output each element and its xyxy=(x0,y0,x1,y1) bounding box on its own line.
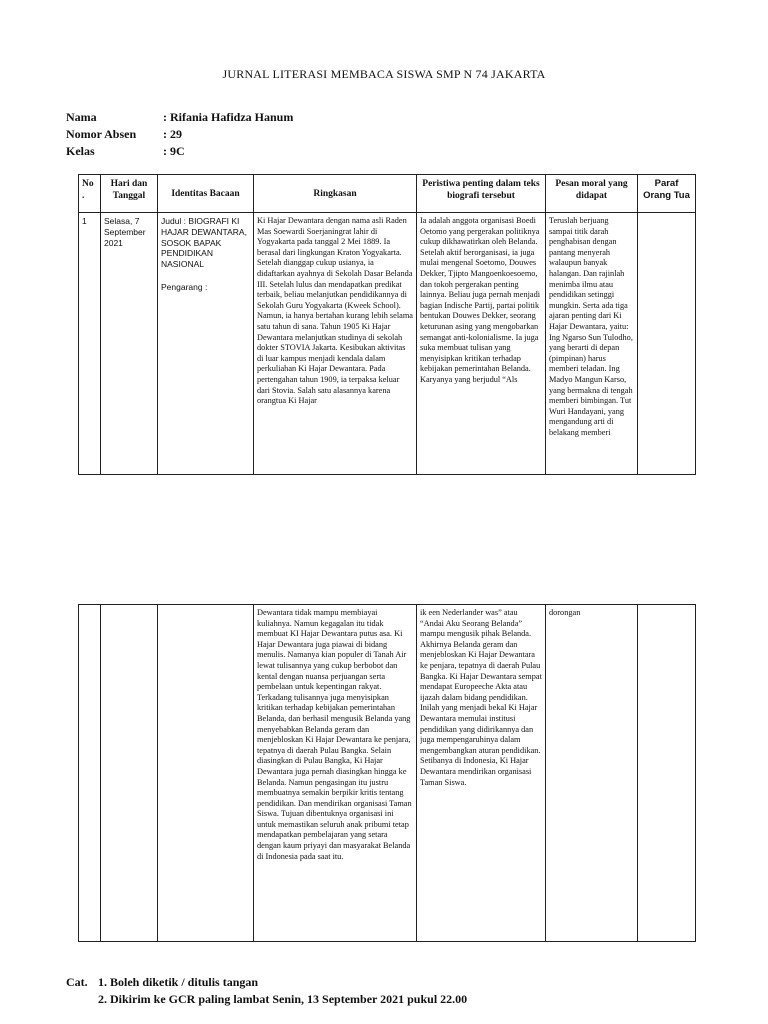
summary-text-cont: Dewantara tidak mampu membiayai kuliahnya. Namun kegagalan itu tidak membuat KI Hajar Dewantara putus asa. Ki Hajar Dewantara juga piawai di bidang menulis. Namanya kian populer di Tanah Air lewat tulisannya yang cukup berbobot dan kental dengan nuansa perjuangan serta pembelaan untuk kepentingan rakyat. Terkadang tulisannya juga menyisipkan kritikan terhadap kebijakan pemerintahan Belanda, dan berhasil mengusik Belanda yang menyebabkan Belanda geram dan menjebloskan Ki Hajar Dewantara ke penjara, tepatnya di daerah Pulau Bangka. Selain diasingkan di Pulau Bangka, Ki Hajar Dewantara juga pernah diasingkan hingga ke Belanda. Namun pengasingan itu justru membuatnya semakin berpikir kritis tentang pendidikan. Dan mendirikan organisasi Taman Siswa. Tujuan dibentuknya organisasi ini untuk memastikan seluruh anak pribumi tetap mendapatkan pembelajaran yang setara dengan kaum priyayi dan masyarakat Belanda di Indonesia pada saat itu. xyxy=(257,608,412,861)
cont-date xyxy=(101,605,158,942)
moral-text-cont: dorongan xyxy=(549,608,581,617)
book-author: Pengarang : xyxy=(161,281,208,292)
events-text: Ia adalah anggota organisasi Boedi Oetomo yang pergerakan politiknya cukup dikhawatirkan oleh Belanda. Setelah aktif berorganisasi, ia juga mulai mengenal Soetomo, Douwes Dekker, Tjipto Mangoenkoesoemo, dan tokoh pergerakan penting lainnya. Beliau juga pernah menjadi bagian Indische Partij, partai politik bentukan Douwes Dekker, seorang keturunan asing yang mengobarkan semangat anti-kolonialisme. Ia juga suka membuat tulisan yang menyisipkan kritikan terhadap kebijakan pemerintahan Belanda. Karyanya yang berjudul “Als xyxy=(420,216,541,384)
row-paraf xyxy=(638,213,696,475)
moral-text: Teruslah berjuang sampai titik darah penghabisan dengan pantang menyerah walaupun banyak halangan. Dan rajinlah menimba ilmu atau pendidikan setinggi mungkin. Serta ada tiga ajaran penting dari Ki Hajar Dewantara, yaitu: Ing Ngarso Sun Tulodho, yang berarti di depan (pimpinan) harus memberi teladan. Ing Madyo Mangun Karso, yang bermakna di tengah memberi bimbingan. Tut Wuri Handayani, yang mengandung arti di belakang memberi xyxy=(549,216,633,437)
table-header-row xyxy=(79,175,696,213)
nama-value: : Rifania Hafidza Hanum xyxy=(163,110,294,124)
header-paraf: Paraf Orang Tua xyxy=(638,175,696,213)
book-title: Judul : BIOGRAFI KI HAJAR DEWANTARA, SOSOK BAPAK PENDIDIKAN NASIONAL xyxy=(161,216,247,270)
notes-label: Cat. xyxy=(66,975,88,989)
cont-events xyxy=(417,605,546,942)
cont-number xyxy=(79,605,101,942)
row-identity xyxy=(158,213,254,475)
header-pesan-moral: Pesan moral yang didapat xyxy=(546,175,638,213)
row-date: Selasa, 7 September 2021 xyxy=(101,213,158,475)
kelas-value: : 9C xyxy=(163,144,185,158)
row-summary xyxy=(254,213,417,475)
header-hari-tanggal: Hari dan Tanggal xyxy=(101,175,158,213)
table-row xyxy=(79,605,696,942)
journal-table-page2 xyxy=(78,604,696,942)
note-item-2: 2. Dikirim ke GCR paling lambat Senin, 13 September 2021 pukul 22.00 xyxy=(98,992,468,1006)
cont-paraf xyxy=(638,605,696,942)
header-identitas: Identitas Bacaan xyxy=(158,175,254,213)
row-events xyxy=(417,213,546,475)
row-number: 1 xyxy=(79,213,101,475)
absen-label: Nomor Absen xyxy=(66,127,137,141)
student-info xyxy=(66,110,366,165)
header-ringkasan: Ringkasan xyxy=(254,175,417,213)
cont-identity xyxy=(158,605,254,942)
journal-table-page1 xyxy=(78,174,696,475)
row-moral xyxy=(546,213,638,475)
absen-value: : 29 xyxy=(163,127,182,141)
header-no: No . xyxy=(79,175,101,213)
nama-label: Nama xyxy=(66,110,97,124)
table-row xyxy=(79,213,696,475)
summary-text: Ki Hajar Dewantara dengan nama asli Raden Mas Soewardi Soerjaningrat lahir di Yogyakarta pada tanggal 2 Mei 1889. Ia berasal dari lingkungan Kraton Yogyakarta. Setelah dianggap cukup usianya, ia didaftarkan ayahnya di Sekolah Dasar Belanda III. Setelah lulus dan mendapatkan predikat terbaik, beliau melanjutkan pendidikannya di Sekolah Guru Yogyakarta (Kweek School). Namun, ia hanya bertahan kurang lebih selama satu tahun di sana. Tahun 1905 Ki Hajar Dewantara melanjutkan studinya di sekolah dokter STOVIA Jakarta. Kesibukan aktivitas di luar kampus menjadi kendala dalam perkuliahan Ki Hajar Dewantara. Pada pertengahan tahun 1909, ia terpaksa keluar dari Stovia. Salah satu alasannya karena orangtua Ki Hajar xyxy=(257,216,413,406)
cont-moral xyxy=(546,605,638,942)
note-item-1: 1. Boleh diketik / ditulis tangan xyxy=(98,975,259,989)
events-text-cont: ik een Nederlander was” atau “Andai Aku Seorang Belanda” mampu mengusik pihak Belanda. Akhirnya Belanda geram dan menjebloskan Ki Hajar Dewantara ke penjara, tepatnya di daerah Pulau Bangka. Ki Hajar Dewantara sempat mendapat Europeeche Akta atau ijazah dalam bidang pendidikan. Inilah yang menjadi bekal Ki Hajar Dewantara memulai institusi pendidikan yang didirikannya dan juga mempengaruhinya dalam mengembangkan aturan pendidikan. Setibanya di Indonesia, Ki Hajar Dewantara mendirikan organisasi Taman Siswa. xyxy=(420,608,542,787)
header-peristiwa: Peristiwa penting dalam teks biografi tersebut xyxy=(417,175,546,213)
kelas-label: Kelas xyxy=(66,144,95,158)
document-title: JURNAL LITERASI MEMBACA SISWA SMP N 74 JAKARTA xyxy=(222,67,546,81)
cont-summary xyxy=(254,605,417,942)
